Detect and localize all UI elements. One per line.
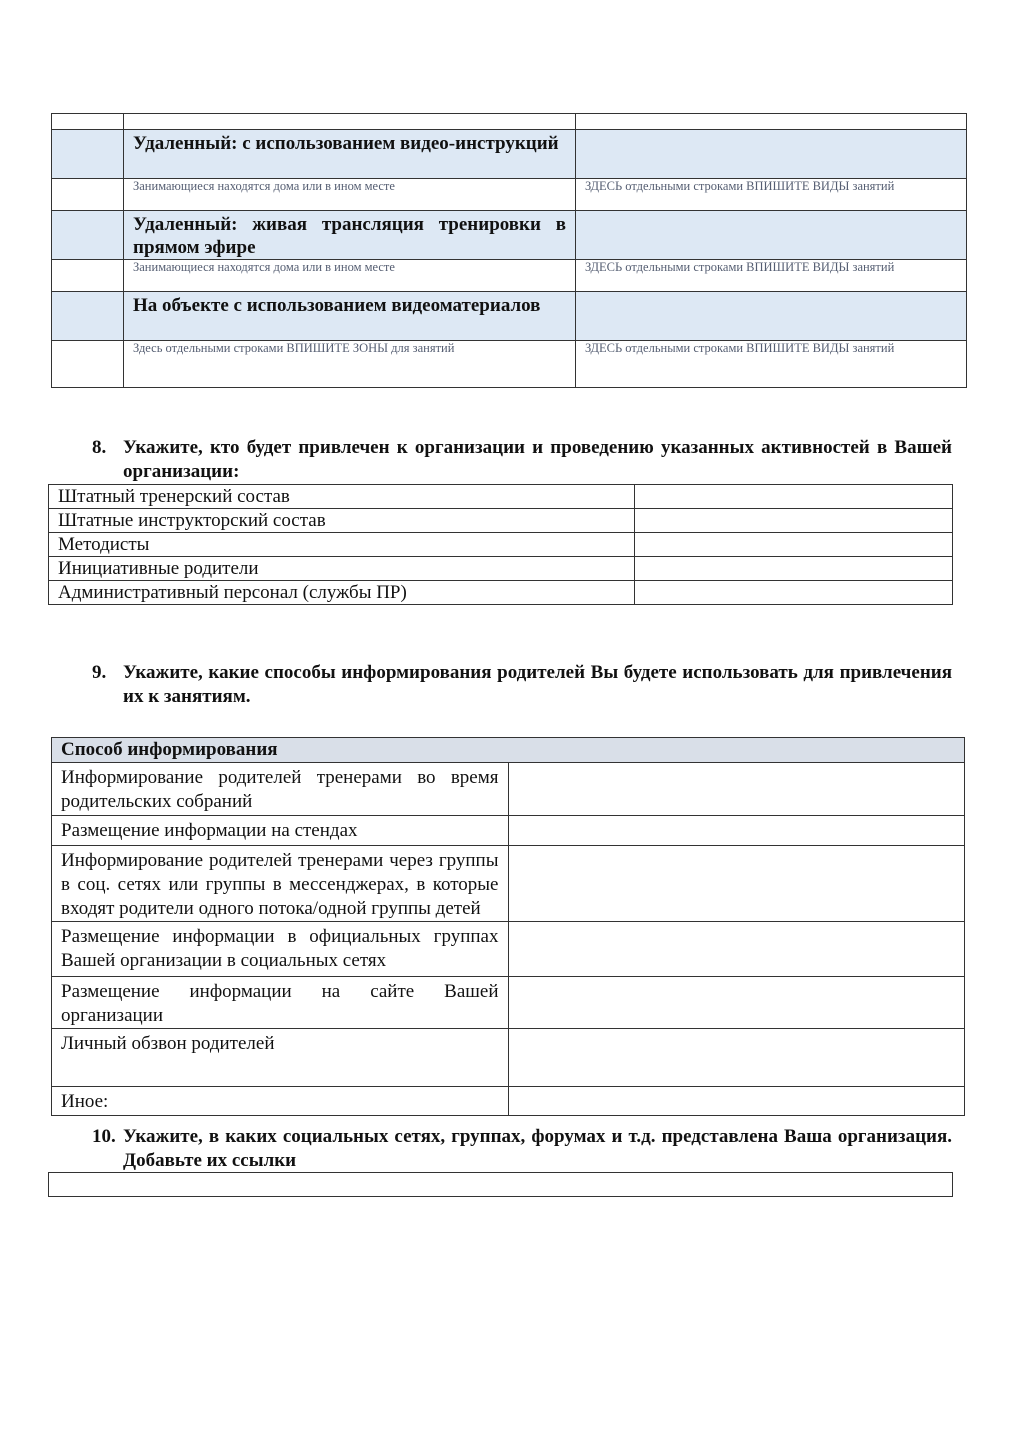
informing-methods-table [51,737,965,1116]
table-row [52,816,965,846]
answer-cell[interactable] [508,763,965,816]
answer-cell[interactable] [508,922,965,977]
table-row [52,130,967,179]
table-row [52,763,965,816]
method-label: Информирование родителей тренерами через группы в соц. сетях или группы в мессенджерах, в которые входят родители одного потока/одной группы детей [52,846,509,922]
table-cell [52,130,124,179]
answer-cell[interactable] [635,509,953,533]
question-text: Укажите, в каких социальных сетях, группах, форумах и т.д. представлена Ваша организация. Добавьте их ссылки [123,1126,952,1171]
table-row [52,977,965,1029]
format-heading: На объекте с использованием видеоматериалов [124,292,576,341]
table-cell[interactable] [52,260,124,292]
table-row [49,509,953,533]
table-cell [52,211,124,260]
table-row [52,341,967,388]
hint-text[interactable]: ЗДЕСЬ отдельными строками ВПИШИТЕ ВИДЫ занятий [576,179,967,211]
table-cell[interactable] [576,292,967,341]
method-label: Размещение информации на стендах [52,816,509,846]
answer-cell[interactable] [635,581,953,605]
answer-cell[interactable] [508,846,965,922]
table-row [49,581,953,605]
method-label: Информирование родителей тренерами во время родительских собраний [52,763,509,816]
hint-text[interactable]: Занимающиеся находятся дома или в ином месте [124,260,576,292]
table-cell[interactable] [124,114,576,130]
table-row [49,533,953,557]
method-label: Иное: [52,1087,509,1116]
format-heading: Удаленный: живая трансляция тренировки в прямом эфире [124,211,576,260]
question-text: Укажите, кто будет привлечен к организации и проведению указанных активностей в Вашей организации: [123,437,952,482]
table-cell[interactable] [576,211,967,260]
staff-label: Штатные инструкторский состав [49,509,635,533]
table-row [49,557,953,581]
table-row [52,922,965,977]
answer-cell[interactable] [635,557,953,581]
table-row [52,1029,965,1087]
question-number: 8. [92,437,107,458]
answer-cell[interactable] [508,977,965,1029]
staff-table [48,484,953,605]
table-header-row [52,738,965,763]
table-row [52,260,967,292]
table-row [52,846,965,922]
hint-text[interactable]: Занимающиеся находятся дома или в ином месте [124,179,576,211]
table-row [52,1087,965,1116]
staff-label: Инициативные родители [49,557,635,581]
hint-text[interactable]: Здесь отдельными строками ВПИШИТЕ ЗОНЫ для занятий [124,341,576,388]
table-row [52,211,967,260]
method-label: Личный обзвон родителей [52,1029,509,1087]
answer-cell[interactable] [635,533,953,557]
table-cell[interactable] [576,130,967,179]
answer-cell[interactable] [508,1029,965,1087]
table-header: Способ информирования [52,738,965,763]
answer-cell[interactable] [508,1087,965,1116]
table-row [52,114,967,130]
staff-label: Методисты [49,533,635,557]
table-row [52,179,967,211]
question-text: Укажите, какие способы информирования родителей Вы будете использовать для привлечения их к занятиям. [123,662,952,707]
method-label: Размещение информации в официальных группах Вашей организации в социальных сетях [52,922,509,977]
social-links-field[interactable] [49,1173,953,1197]
hint-text[interactable]: ЗДЕСЬ отдельными строками ВПИШИТЕ ВИДЫ занятий [576,341,967,388]
question-8 [92,436,952,484]
answer-cell[interactable] [508,816,965,846]
table-row [49,1173,953,1197]
format-heading: Удаленный: с использованием видео-инструкций [124,130,576,179]
hint-text[interactable]: ЗДЕСЬ отдельными строками ВПИШИТЕ ВИДЫ занятий [576,260,967,292]
table-row [52,292,967,341]
staff-label: Штатный тренерский состав [49,485,635,509]
question-10 [92,1125,952,1173]
method-label: Размещение информации на сайте Вашей организации [52,977,509,1029]
table-row [49,485,953,509]
table-cell[interactable] [576,114,967,130]
answer-cell[interactable] [635,485,953,509]
staff-label: Административный персонал (службы ПР) [49,581,635,605]
table-cell[interactable] [52,179,124,211]
table-cell[interactable] [52,341,124,388]
activity-format-table [51,113,967,388]
table-cell [52,292,124,341]
social-links-table [48,1172,953,1197]
question-number: 9. [92,662,107,683]
question-9 [92,661,952,709]
question-number: 10. [92,1126,116,1147]
table-cell[interactable] [52,114,124,130]
